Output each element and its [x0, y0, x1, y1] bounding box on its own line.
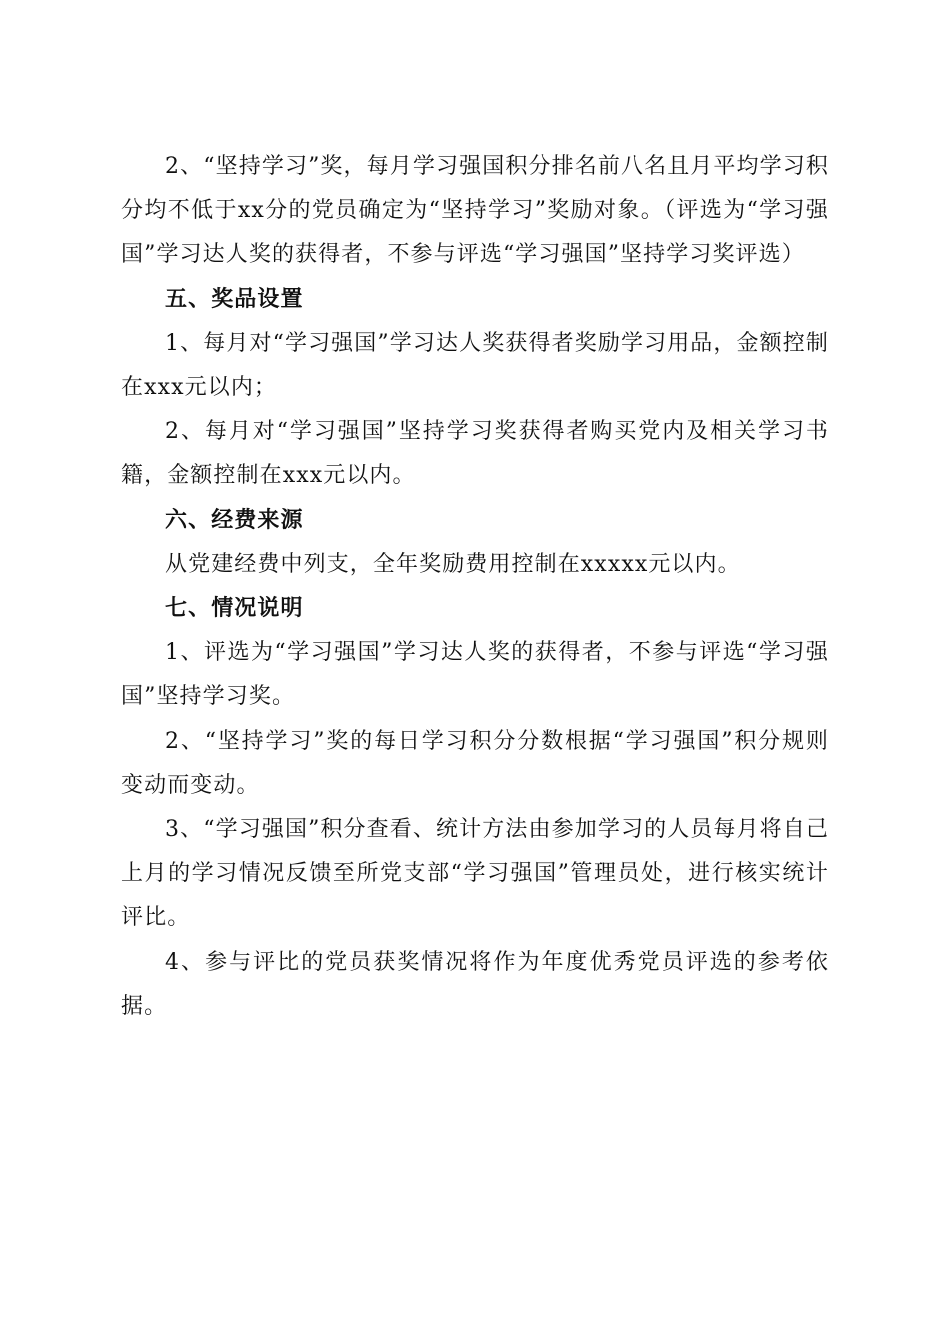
section-heading-prize-settings: 五、奖品设置 — [165, 286, 304, 312]
document-body — [121, 145, 829, 1029]
section-heading-notes: 七、情况说明 — [165, 596, 304, 622]
paragraph-note-4: 4、参与评比的党员获奖情况将作为年度优秀党员评选的参考依据。 — [121, 949, 829, 1019]
paragraph-persistent-learning-award: 2、“坚持学习”奖，每月学习强国积分排名前八名且月平均学习积分均不低于xx分的党员确定为“坚持学习”奖励对象。（评选为“学习强国”学习达人奖的获得者，不参与评选“学习强国”坚持学习奖评选） — [121, 154, 829, 268]
paragraph-note-2: 2、“坚持学习”奖的每日学习积分分数根据“学习强国”积分规则变动而变动。 — [121, 728, 829, 798]
paragraph-prize-2: 2、每月对“学习强国”坚持学习奖获得者购买党内及相关学习书籍，金额控制在xxx元以内。 — [121, 419, 829, 489]
paragraph-prize-1: 1、每月对“学习强国”学习达人奖获得者奖励学习用品，金额控制在xxx元以内； — [121, 330, 829, 401]
paragraph-funding: 从党建经费中列支，全年奖励费用控制在xxxxx元以内。 — [165, 551, 741, 577]
section-heading-funding-source: 六、经费来源 — [165, 507, 304, 533]
paragraph-note-3: 3、“学习强国”积分查看、统计方法由参加学习的人员每月将自己上月的学习情况反馈至所党支部“学习强国”管理员处，进行核实统计评比。 — [121, 817, 829, 931]
paragraph-note-1: 1、评选为“学习强国”学习达人奖的获得者，不参与评选“学习强国”坚持学习奖。 — [121, 640, 829, 710]
